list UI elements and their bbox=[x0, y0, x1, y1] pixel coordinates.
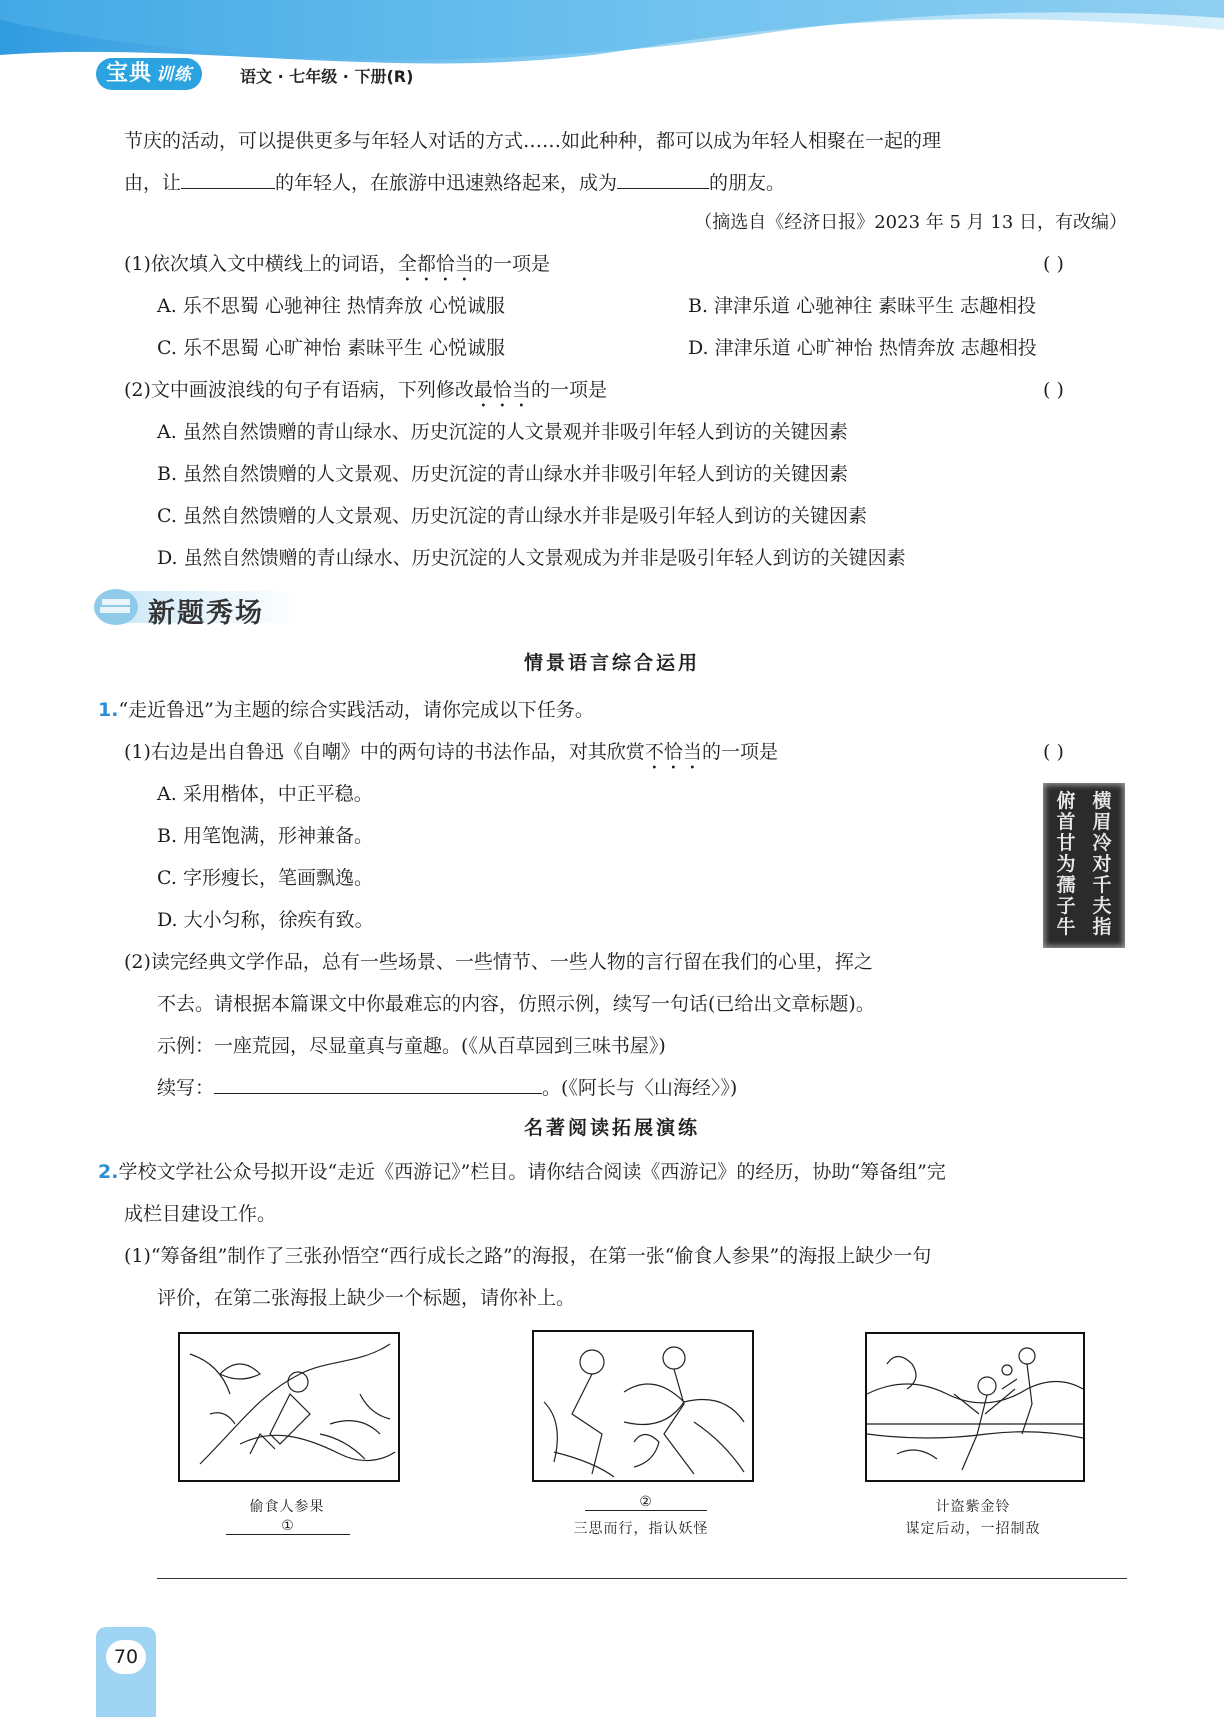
page-number: 70 bbox=[106, 1640, 146, 1674]
q2-p1-line-1: (1)“筹备组”制作了三张孙悟空“西行成长之路”的海报，在第一张“偷食人参果”的海报上缺少一句 bbox=[124, 1245, 932, 1267]
q1-p2-example: 示例：一座荒园，尽显童真与童趣。(《从百草园到三味书屋》) bbox=[157, 1035, 666, 1057]
brand-main: 宝典 bbox=[106, 61, 153, 86]
poster-illustration-1 bbox=[178, 1332, 400, 1482]
poster-1-title: 偷食人参果 bbox=[249, 1499, 325, 1515]
stem-text: 的一项是 bbox=[530, 379, 607, 401]
calligraphy-line-left: 俯首甘为孺子牛 bbox=[1056, 790, 1076, 938]
q2-line-1 bbox=[98, 1159, 946, 1185]
continue-label: 续写： bbox=[157, 1077, 215, 1099]
calligraphy-image bbox=[1043, 783, 1125, 948]
illustration-image bbox=[180, 1334, 398, 1480]
passage-line-2-c: 的朋友。 bbox=[709, 172, 786, 194]
q1-stem bbox=[98, 697, 594, 723]
illustration-image bbox=[534, 1332, 752, 1480]
answer-paren[interactable]: ( ) bbox=[1043, 741, 1064, 763]
poster-1-blank[interactable]: ① bbox=[226, 1518, 350, 1535]
option-a: A. 采用楷体，中正平稳。 bbox=[157, 783, 373, 805]
question-number: 2. bbox=[98, 1161, 119, 1183]
emphasis-text: 不恰当 bbox=[644, 741, 702, 763]
option-d: D. 大小匀称，徐疾有致。 bbox=[157, 909, 374, 931]
passage-source: （摘选自《经济日报》2023 年 5 月 13 日，有改编） bbox=[694, 212, 1127, 233]
option-c: C. 乐不思蜀 心旷神怡 素昧平生 心悦诚服 bbox=[157, 337, 506, 359]
passage-line-2 bbox=[124, 170, 785, 196]
poster-illustration-3 bbox=[865, 1332, 1085, 1482]
q1-p2-line-2: 不去。请根据本篇课文中你最难忘的内容，仿照示例，续写一句话(已给出文章标题)。 bbox=[157, 993, 875, 1015]
q1-p2-line-1: (2)读完经典文学作品，总有一些场景、一些情节、一些人物的言行留在我们的心里，挥之 bbox=[124, 951, 873, 973]
q2-line-2: 成栏目建设工作。 bbox=[124, 1203, 277, 1225]
q-prev-p1-stem bbox=[124, 251, 550, 286]
q1-p2-continue bbox=[157, 1075, 737, 1101]
fill-blank bbox=[617, 170, 709, 189]
poster-illustration-2 bbox=[532, 1330, 754, 1482]
fill-blank bbox=[181, 170, 275, 189]
section-title: 情景语言综合运用 bbox=[523, 652, 700, 674]
stem-text: (1)右边是出自鲁迅《自嘲》中的两句诗的书法作品，对其欣赏 bbox=[124, 741, 645, 763]
answer-blank[interactable] bbox=[214, 1075, 542, 1094]
section-badge-label: 新题秀场 bbox=[148, 598, 264, 629]
option-b: B. 用笔饱满，形神兼备。 bbox=[157, 825, 374, 847]
option-a: A. 虽然自然馈赠的青山绿水、历史沉淀的人文景观并非吸引年轻人到访的关键因素 bbox=[157, 421, 848, 443]
stem-text: 的一项是 bbox=[701, 741, 778, 763]
stem-text: 学校文学社公众号拟开设“走近《西游记》”栏目。请你结合阅读《西游记》的经历，协助“筹备组”完 bbox=[118, 1161, 946, 1183]
section-title: 名著阅读拓展演练 bbox=[523, 1117, 700, 1139]
poster-3-subtitle: 谋定后动，一招制敌 bbox=[905, 1521, 1041, 1537]
passage-line-1: 节庆的活动，可以提供更多与年轻人对话的方式……如此种种，都可以成为年轻人相聚在一起的理 bbox=[124, 130, 942, 152]
illustration-image bbox=[867, 1334, 1083, 1480]
option-c: C. 字形瘦长，笔画飘逸。 bbox=[157, 867, 373, 889]
option-b: B. 津津乐道 心驰神往 素昧平生 志趣相投 bbox=[688, 295, 1037, 317]
divider bbox=[157, 1578, 1127, 1579]
q2-p1-line-2: 评价，在第二张海报上缺少一个标题，请你补上。 bbox=[157, 1287, 576, 1309]
calligraphy-line-right: 横眉冷对千夫指 bbox=[1092, 790, 1112, 938]
option-b: B. 虽然自然馈赠的人文景观、历史沉淀的青山绿水并非吸引年轻人到访的关键因素 bbox=[157, 463, 849, 485]
option-c: C. 虽然自然馈赠的人文景观、历史沉淀的青山绿水并非是吸引年轻人到访的关键因素 bbox=[157, 505, 867, 527]
stem-text: “走近鲁迅”为主题的综合实践活动，请你完成以下任务。 bbox=[118, 699, 594, 721]
stem-text: (1)依次填入文中横线上的词语， bbox=[124, 253, 398, 275]
poster-2-subtitle: 三思而行，指认妖怪 bbox=[573, 1521, 709, 1537]
brand-sub: 训练 bbox=[156, 65, 193, 85]
passage-line-2-a: 由，让 bbox=[124, 172, 182, 194]
q-prev-p2-stem bbox=[124, 377, 607, 412]
passage-line-2-b: 的年轻人，在旅游中迅速熟络起来，成为 bbox=[275, 172, 618, 194]
brand-logo bbox=[96, 58, 202, 90]
emphasis-text: 最恰当 bbox=[473, 379, 531, 401]
q1-p1-stem bbox=[124, 739, 778, 774]
poster-3-title: 计盗紫金铃 bbox=[935, 1499, 1011, 1515]
answer-paren[interactable]: ( ) bbox=[1043, 379, 1064, 401]
continue-tail: 。(《阿长与〈山海经〉》) bbox=[542, 1077, 738, 1099]
option-a: A. 乐不思蜀 心驰神往 热情奔放 心悦诚服 bbox=[157, 295, 505, 317]
option-d: D. 津津乐道 心旷神怡 热情奔放 志趣相投 bbox=[688, 337, 1037, 359]
emphasis-text: 全都恰当 bbox=[397, 253, 474, 275]
stem-text: (2)文中画波浪线的句子有语病，下列修改 bbox=[124, 379, 474, 401]
option-d: D. 虽然自然馈赠的青山绿水、历史沉淀的人文景观成为并非是吸引年轻人到访的关键因素 bbox=[157, 547, 906, 569]
stem-text: 的一项是 bbox=[473, 253, 550, 275]
subject-label: 语文 · 七年级 · 下册(R) bbox=[240, 67, 414, 86]
question-number: 1. bbox=[98, 699, 119, 721]
answer-paren[interactable]: ( ) bbox=[1043, 253, 1064, 275]
poster-2-blank[interactable]: ② bbox=[585, 1494, 707, 1511]
